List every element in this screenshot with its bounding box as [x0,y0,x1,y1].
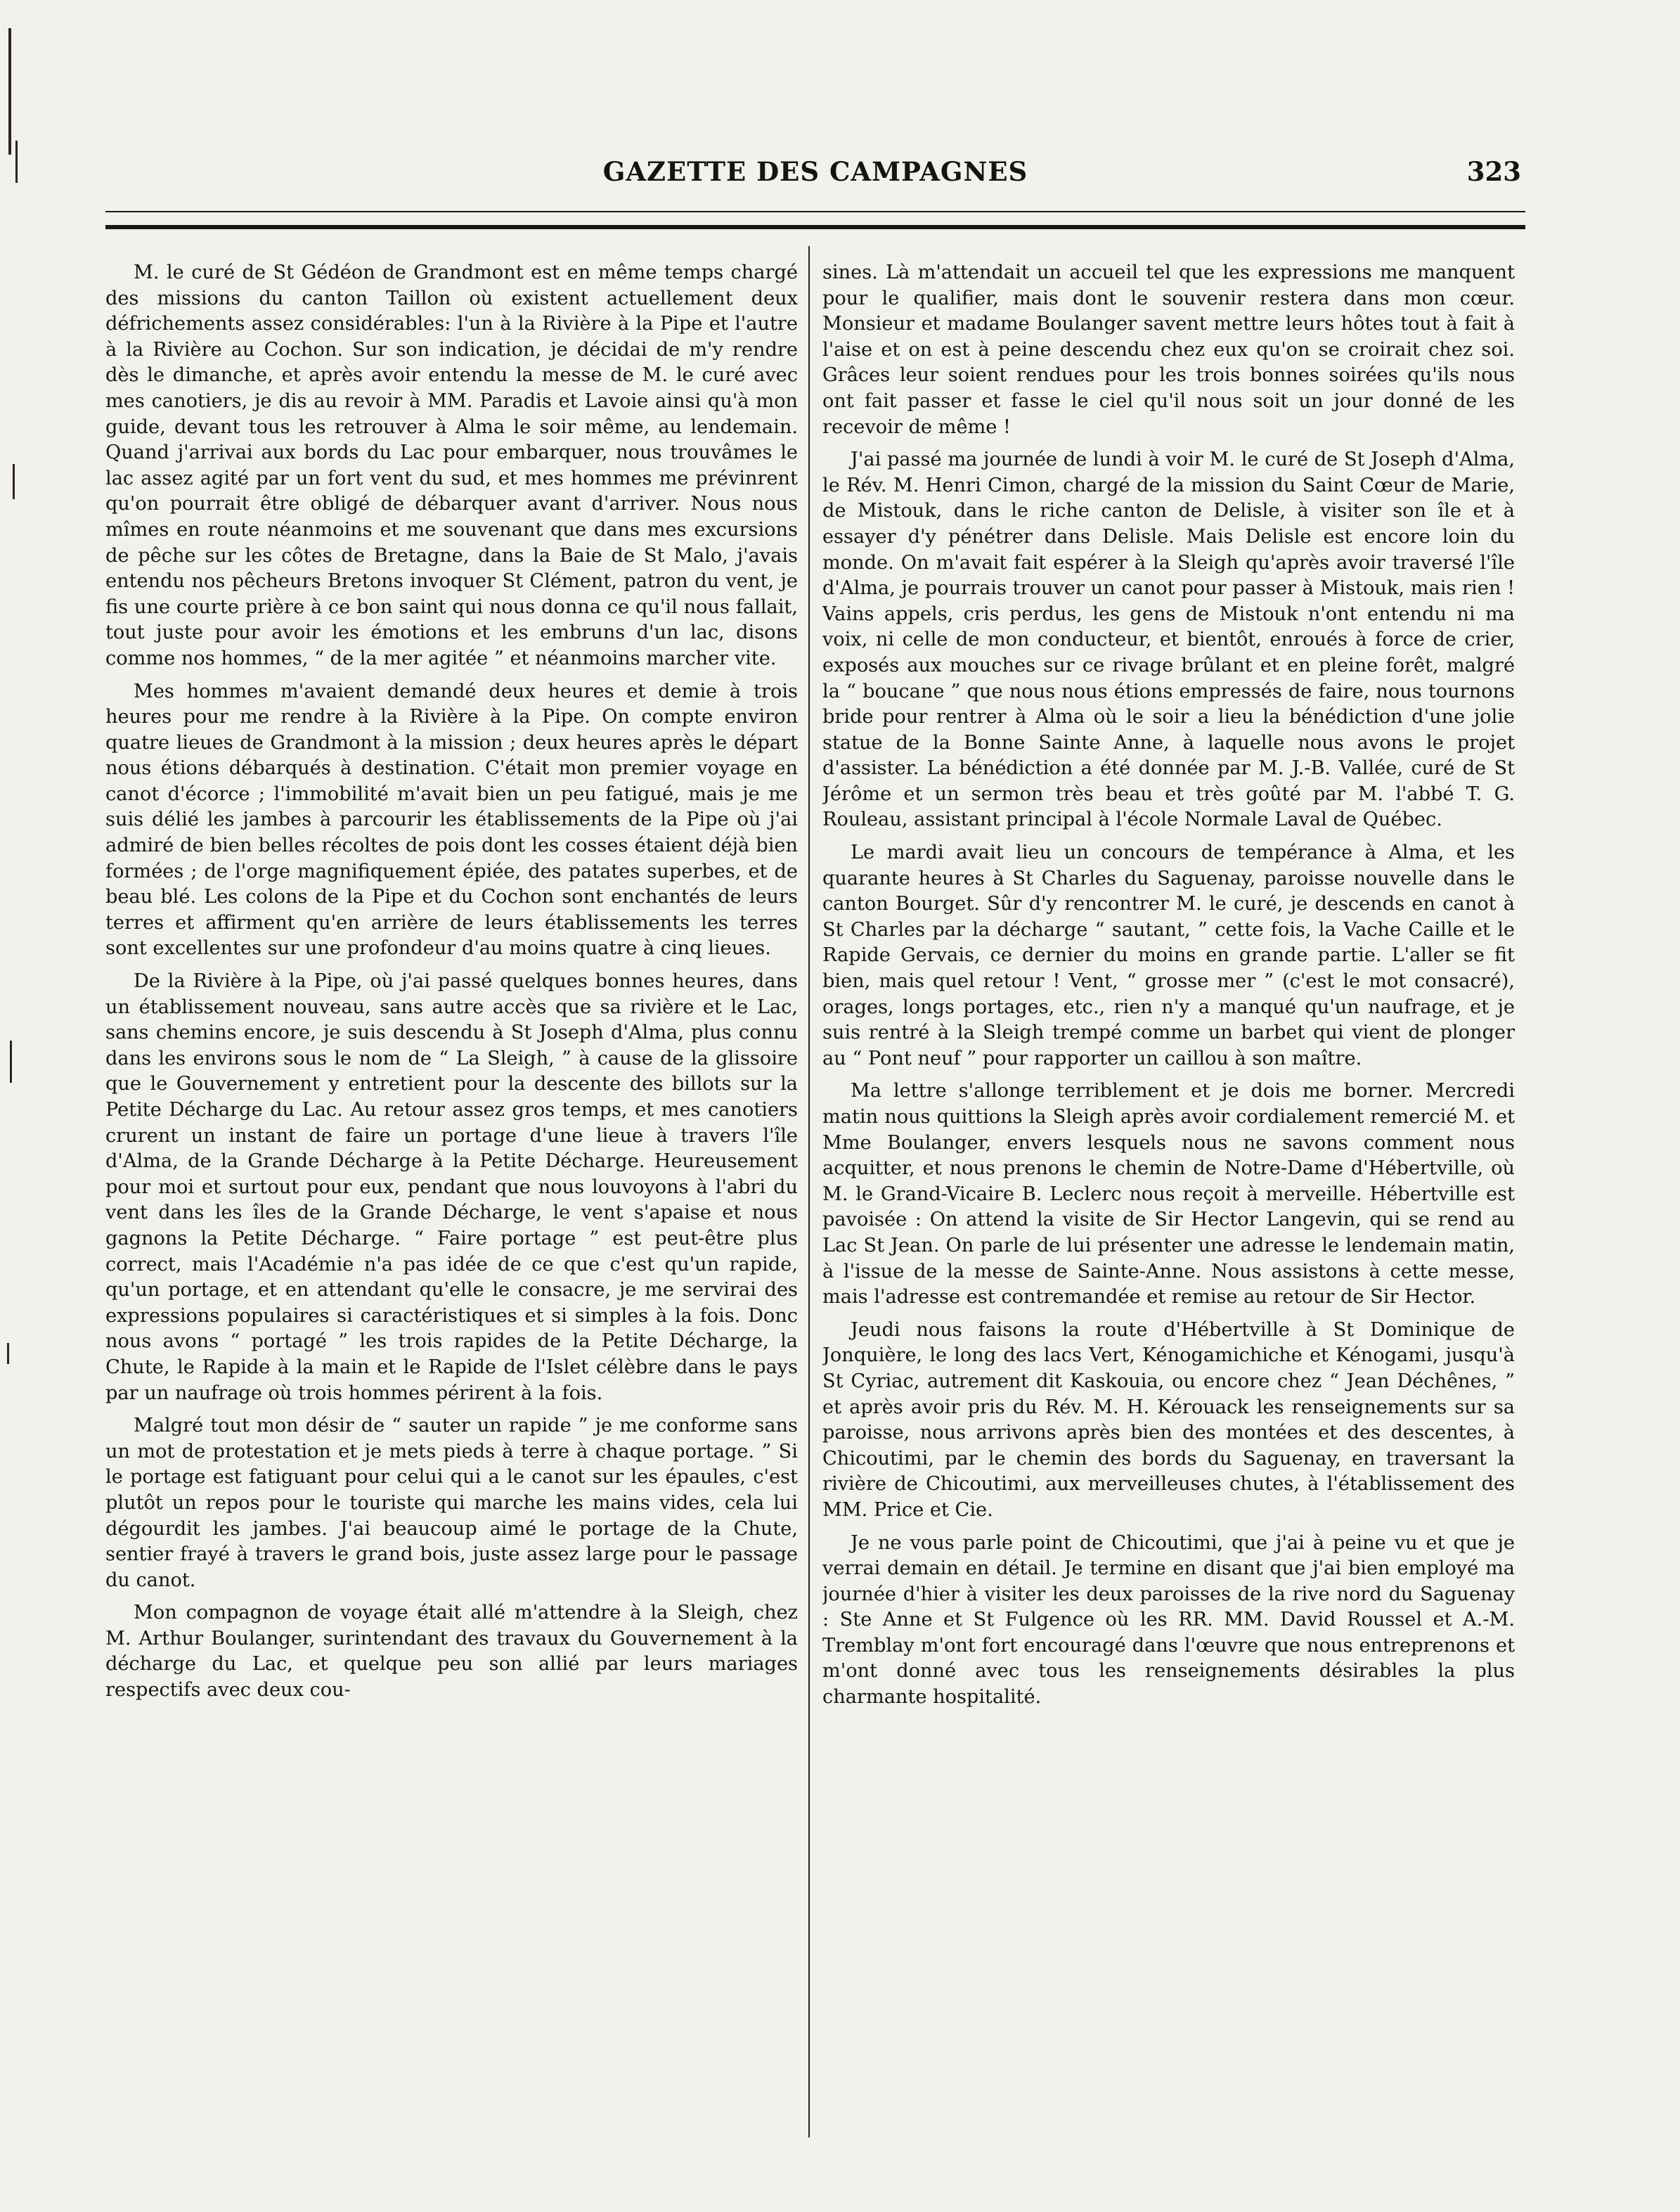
scan-edge-mark [15,141,18,183]
publication-title: GAZETTE DES CAMPAGNES [602,156,1028,187]
column-divider [808,246,810,2137]
page-header [105,156,1525,198]
scan-edge-mark [13,464,15,499]
article-paragraph: Le mardi avait lieu un concours de tempérance à Alma, et les quarante heures à St Charles du Saguenay, paroisse nouvelle dans le canton Bourget. Sûr d'y rencontrer M. le curé, je descends en canot à St Charles par la décharge “ sautant, ” cette fois, la Vache Caille et le Rapide Gervais, ce dernier du moins en grande partie. L'aller se fit bien, mais quel retour ! Vent, “ grosse mer ” (c'est le mot consacré), orages, longs portages, etc., rien n'y a manqué qu'un naufrage, et je suis rentré à la Sleigh trempé comme un barbet qui vient de plonger au “ Pont neuf ” pour rapporter un caillou à son maître. [822,842,1515,1069]
left-column [105,260,798,2159]
header-rule-thin [105,211,1525,212]
scan-edge-mark [8,28,11,155]
article-paragraph: Jeudi nous faisons la route d'Hébertville à St Dominique de Jonquière, le long des lacs Vert, Kénogamichiche et Kénogami, jusqu'à St Cyriac, autrement dit Kaskouia, ou encore chez “ Jean Déchênes, ” et après avoir pris du Rév. M. H. Kérouack les renseignements sur sa paroisse, nous arrivons après bien des montées et des descentes, à Chicoutimi, par le chemin des bords du Saguenay, en traversant la rivière de Chicoutimi, aux merveilleuses chutes, à l'établissement des MM. Price et Cie. [822,1318,1515,1521]
scan-edge-mark [10,1041,12,1083]
page-number: 323 [1466,156,1521,187]
article-paragraph: Je ne vous parle point de Chicoutimi, que j'ai à peine vu et que je verrai demain en détail. Je termine en disant que j'ai bien employé ma journée d'hier à visiter les deux paroisses de la rive nord du Saguenay : Ste Anne et St Fulgence où les RR. MM. David Roussel et A.-M. Tremblay m'ont fort encouragé dans l'œuvre que nous entreprenons et m'ont donné avec tous les renseignements désirables la plus charmante hospitalité. [822,1531,1515,1709]
article-paragraph: Malgré tout mon désir de “ sauter un rapide ” je me conforme sans un mot de protestation et je mets pieds à terre à chaque portage. ” Si le portage est fatiguant pour celui qui a le canot sur les épaules, c'est plutôt un repos pour le touriste qui marche les mains vides, cela lui dégourdit les jambes. J'ai beaucoup aimé le portage de la Chute, sentier frayé à travers le grand bois, juste assez large pour le passage du canot. [105,1415,798,1591]
article-paragraph: Mes hommes m'avaient demandé deux heures et demie à trois heures pour me rendre à la Rivière à la Pipe. On compte environ quatre lieues de Grandmont à la mission ; deux heures après le départ nous étions débarqués à destination. C'était mon premier voyage en canot d'écorce ; l'immobilité m'avait bien un peu fatigué, mais je me suis délié les jambes à parcourir les établissements de la Pipe où j'ai admiré de bien belles récoltes de pois dont les cosses étaient déjà bien formées ; de l'orge magnifiquement épiée, des patates superbes, et de beau blé. Les colons de la Pipe et du Cochon sont enchantés de leurs terres et affirment qu'en arrière de leurs établissements les terres sont excellentes sur une profondeur d'au moins quatre à cinq lieues. [105,680,798,960]
scan-edge-mark [7,1343,9,1364]
right-column [822,260,1515,2159]
article-paragraph: Mon compagnon de voyage était allé m'attendre à la Sleigh, chez M. Arthur Boulanger, surintendant des travaux du Gouvernement à la décharge du Lac, et quelque peu son allié par leurs mariages respectifs avec deux cou- [105,1602,798,1702]
header-rule-thick [105,225,1525,229]
article-paragraph: J'ai passé ma journée de lundi à voir M. le curé de St Joseph d'Alma, le Rév. M. Henri Cimon, chargé de la mission du Saint Cœur de Marie, de Mistouk, dans le riche canton de Delisle, à visiter son île et à essayer d'y pénétrer dans Delisle. Mais Delisle est encore loin du monde. On m'avait fait espérer à la Sleigh qu'après avoir traversé l'île d'Alma, je pourrais trouver un canot pour passer à Mistouk, mais rien ! Vains appels, cris perdus, les gens de Mistouk n'ont entendu ni ma voix, ni celle de mon conducteur, et bientôt, enroués à force de crier, exposés aux mouches sur ce rivage brûlant et en pleine forêt, malgré la “ boucane ” que nous nous étions empressés de faire, nous tournons bride pour rentrer à Alma où le soir a lieu la bénédiction d'une jolie statue de la Bonne Sainte Anne, à laquelle nous avons le projet d'assister. La bénédiction a été donnée par M. J.-B. Vallée, curé de St Jérôme et un sermon très beau et très goûté par M. l'abbé T. G. Rouleau, assistant principal à l'école Normale Laval de Québec. [822,449,1515,831]
article-paragraph: M. le curé de St Gédéon de Grandmont est en même temps chargé des missions du canton Taillon où existent actuellement deux défrichements assez considérables: l'un à la Rivière à la Pipe et l'autre à la Rivière au Cochon. Sur son indication, je décidai de m'y rendre dès le dimanche, et après avoir entendu la messe de M. le curé avec mes canotiers, je dis au revoir à MM. Paradis et Lavoie ainsi qu'à mon guide, devant tous les retrouver à Alma le soir même, au lendemain. Quand j'arrivai aux bords du Lac pour embarquer, nous trouvâmes le lac assez agité par un fort vent du sud, et mes hommes me prévinrent qu'on pourrait être obligé de débarquer avant d'arriver. Nous nous mîmes en route néanmoins et me souvenant que dans mes excursions de pêche sur les côtes de Bretagne, dans la Baie de St Malo, j'avais entendu nos pêcheurs Bretons invoquer St Clément, patron du vent, je fis une courte prière à ce bon saint qui nous donna ce qu'il nous fallait, tout juste pour avoir les émotions et les embruns d'un lac, disons comme nos hommes, “ de la mer agitée ” et néanmoins marcher vite. [105,262,798,669]
article-paragraph: sines. Là m'attendait un accueil tel que les expressions me manquent pour le qualifier, mais dont le souvenir restera dans mon cœur. Monsieur et madame Boulanger savent mettre leurs hôtes tout à fait à l'aise et on est à peine descendu chez eux qu'on se croirait chez soi. Grâces leur soient rendues pour les trois bonnes soirées qu'ils nous ont fait passer et fasse le ciel qu'il nous soit un jour donné de les recevoir de même ! [822,262,1515,438]
article-paragraph: Ma lettre s'allonge terriblement et je dois me borner. Mercredi matin nous quittions la Sleigh après avoir cordialement remercié M. et Mme Boulanger, envers lesquels nous ne savons comment nous acquitter, et nous prenons le chemin de Notre-Dame d'Hébertville, où M. le Grand-Vicaire B. Leclerc nous reçoit à merveille. Hébertville est pavoisée : On attend la visite de Sir Hector Langevin, qui se rend au Lac St Jean. On parle de lui présenter une adresse le lendemain matin, à l'issue de la messe de Sainte-Anne. Nous assistons à cette messe, mais l'adresse est contremandée et remise au retour de Sir Hector. [822,1080,1515,1308]
article-paragraph: De la Rivière à la Pipe, où j'ai passé quelques bonnes heures, dans un établissement nouveau, sans autre accès que sa rivière et le Lac, sans chemins encore, je suis descendu à St Joseph d'Alma, plus connu dans les environs sous le nom de “ La Sleigh, ” à cause de la glissoire que le Gouvernement y entretient pour la descente des billots sur la Petite Décharge du Lac. Au retour assez gros temps, et mes canotiers crurent un instant de faire un portage d'une lieue à travers l'île d'Alma, de la Grande Décharge à la Petite Décharge. Heureusement pour moi et surtout pour eux, pendant que nous louvoyons à l'abri du vent dans les îles de la Grande Décharge, le vent s'apaise et nous gagnons la Petite Décharge. “ Faire portage ” est peut-être plus correct, mais l'Académie n'a pas idée de ce que c'est qu'un rapide, qu'un portage, et en attendant qu'elle le consacre, je me servirai des expressions populaires si caractéristiques et si simples à la fois. Donc nous avons “ portagé ” les trois rapides de la Petite Décharge, la Chute, le Rapide à la main et le Rapide de l'Islet célèbre dans le pays par un naufrage où trois hommes périrent à la fois. [105,970,798,1404]
